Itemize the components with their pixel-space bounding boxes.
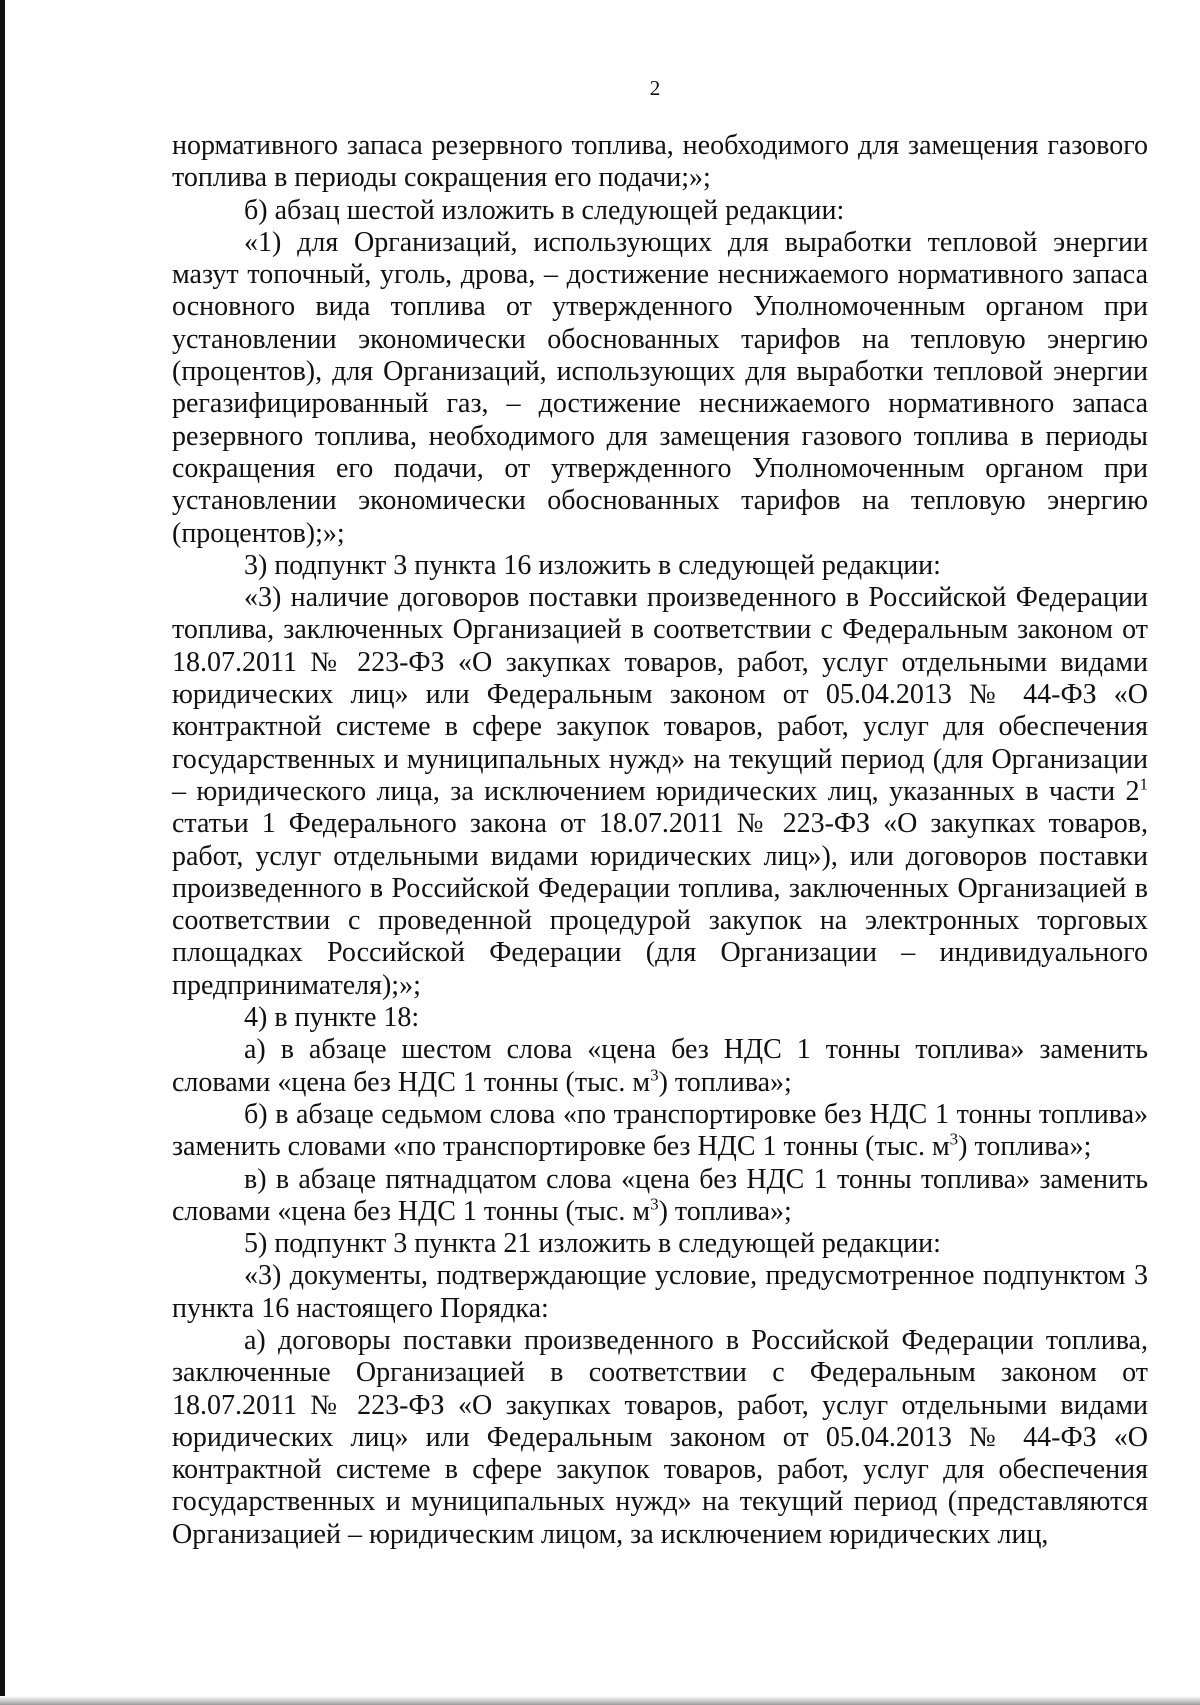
text-segment: статьи 1 Федерального закона от 18.07.2011 № 223-ФЗ «О закупках товаров, работ, услуг отдельными видами юридических лиц»), или договоров поставки произведенного в Российской Федерации топлива, заключенных Организацией в соответствии с проведенной процедурой закупок на электронных торговых площадках Российской Федерации (для Организации – индивидуального предпринимателя);»; — [172, 808, 1148, 1001]
page-number: 2 — [649, 76, 661, 100]
paragraph-continuation: нормативного запаса резервного топлива, необходимого для замещения газового топлива в периоды сокращения его подачи;»; — [172, 130, 1148, 194]
text-segment: ) топлива»; — [958, 1131, 1092, 1163]
paragraph-v-abzac-pyatnadcatom — [172, 1164, 1148, 1229]
paragraph-1-organizations: «1) для Организаций, использующих для выработки тепловой энергии мазут топочный, уголь, дрова, – достижение неснижаемого нормативного запаса основного вида топлива от утвержденного Уполномоченным органом при установлении экономически обоснованных тарифов на тепловую энергию (процентов), для Организаций, использующих для выработки тепловой энергии регазифицированный газ, – достижение неснижаемого нормативного запаса резервного топлива, необходимого для замещения газового топлива в периоды сокращения его подачи, от утвержденного Уполномоченным органом при установлении экономически обоснованных тарифов на тепловую энергию (процентов);»; — [172, 226, 1148, 549]
paragraph-3-podpunkt: 3) подпункт 3 пункта 16 изложить в следующей редакции: — [244, 549, 941, 581]
superscript: 1 — [1139, 774, 1148, 794]
document-body — [172, 130, 1148, 1551]
superscript: 3 — [650, 1194, 659, 1214]
text-segment: ) топлива»; — [658, 1066, 792, 1098]
superscript: 3 — [650, 1065, 659, 1085]
paragraph-a-abzac-shestom — [172, 1034, 1148, 1099]
paragraph-5-podpunkt: 5) подпункт 3 пункта 21 изложить в следующей редакции: — [244, 1228, 941, 1260]
paragraph-3-documents: «3) документы, подтверждающие условие, предусмотренное подпунктом 3 пункта 16 настоящего Порядка: — [172, 1260, 1148, 1324]
text-segment: а) в абзаце шестом слова «цена без НДС 1 тонны топлива» заменить словами «цена без НДС 1 тонны (тыс. м — [172, 1034, 1148, 1098]
paragraph-4-punkt-18: 4) в пункте 18: — [244, 1002, 420, 1034]
paragraph-b-abzac-sedmom — [172, 1099, 1148, 1164]
text-segment: в) в абзаце пятнадцатом слова «цена без НДС 1 тонны топлива» заменить словами «цена без НДС 1 тонны (тыс. м — [172, 1163, 1148, 1227]
paragraph-b-abzac-shestoy: б) абзац шестой изложить в следующей редакции: — [244, 194, 845, 226]
paragraph-a-contracts: а) договоры поставки произведенного в Российской Федерации топлива, заключенные Организацией в соответствии с Федеральным законом от 18.07.2011 № 223-ФЗ «О закупках товаров, работ, услуг отдельными видами юридических лиц» или Федеральным законом от 05.04.2013 № 44-ФЗ «О контрактной системе в сфере закупок товаров, работ, услуг для обеспечения государственных и муниципальных нужд» на текущий период (представляются Организацией – юридическим лицом, за исключением юридических лиц, — [172, 1324, 1148, 1550]
superscript: 3 — [949, 1129, 959, 1149]
text-segment: б) в абзаце седьмом слова «по транспортировке без НДС 1 тонны топлива» заменить словами «по транспортировке без НДС 1 тонны (тыс. м — [172, 1098, 1148, 1163]
scan-edge-left — [0, 0, 5, 1705]
text-segment: ) топлива»; — [658, 1195, 792, 1227]
scan-edge-bottom — [0, 1696, 1200, 1705]
text-segment: «3) наличие договоров поставки произведенного в Российской Федерации топлива, заключенных Организацией в соответствии с Федеральным законом от 18.07.2011 № 223-ФЗ «О закупках товаров, работ, услуг отдельными видами юридических лиц» или Федеральным законом от 05.04.2013 № 44-ФЗ «О контрактной системе в сфере закупок товаров, работ, услуг для обеспечения государственных и муниципальных нужд» на текущий период (для Организации – юридического лица, за исключением юридических лиц, указанных в части 2 — [172, 582, 1148, 807]
paragraph-3-contracts — [172, 582, 1148, 1002]
